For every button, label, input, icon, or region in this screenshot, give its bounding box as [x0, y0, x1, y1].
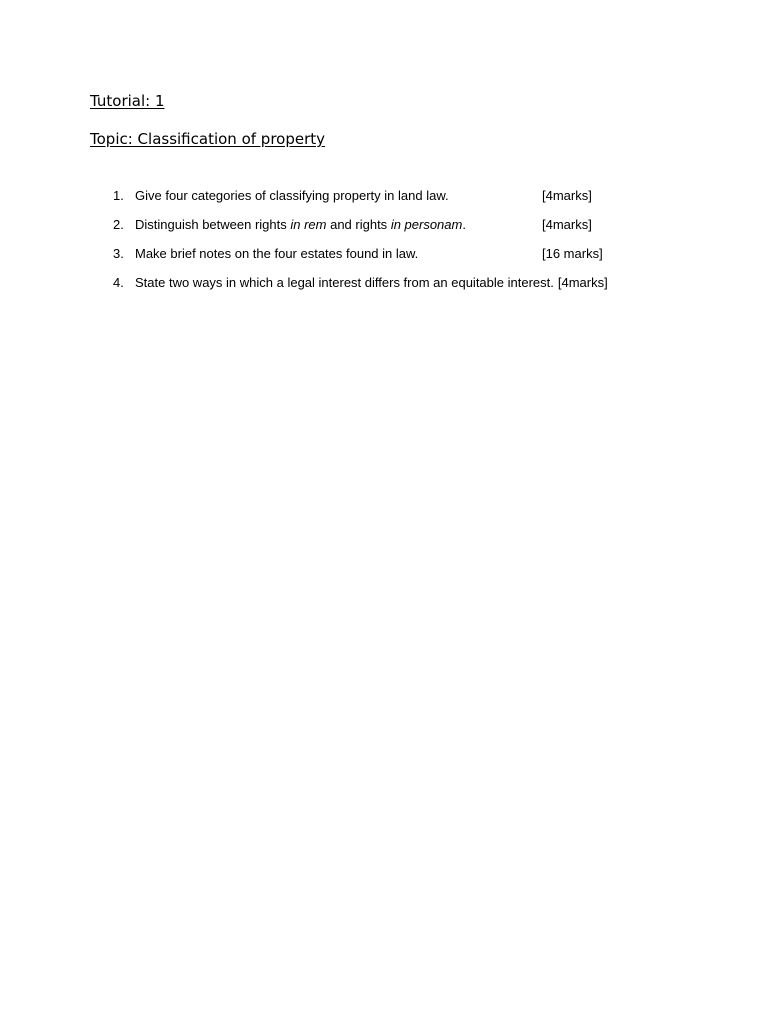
- question-text: Give four categories of classifying property in land law.: [135, 188, 449, 203]
- question-marks: [16 marks]: [542, 246, 603, 261]
- italic-term-in-rem: in rem: [290, 217, 327, 232]
- question-text-part: Distinguish between rights: [135, 217, 291, 232]
- question-text-with-marks: [135, 275, 608, 290]
- question-number: 3.: [113, 246, 124, 261]
- topic-heading: Topic: Classification of property: [90, 130, 326, 148]
- question-text: Make brief notes on the four estates found in law.: [135, 246, 419, 261]
- question-marks: [4marks]: [542, 188, 592, 203]
- question-text: State two ways in which a legal interest differs from an equitable interest.: [135, 275, 554, 290]
- question-text-part: .: [462, 217, 466, 232]
- question-number: 1.: [113, 188, 124, 203]
- question-item-4: [0, 275, 768, 295]
- question-marks: [4marks]: [542, 217, 592, 232]
- question-text-part: and rights: [326, 217, 391, 232]
- question-item-1: [0, 188, 768, 208]
- question-item-2: [0, 217, 768, 237]
- question-number: 2.: [113, 217, 124, 232]
- question-item-3: [0, 246, 768, 266]
- question-marks: [4marks]: [557, 275, 608, 290]
- tutorial-heading: Tutorial: 1: [90, 92, 165, 110]
- question-number: 4.: [113, 275, 124, 290]
- question-text: [135, 217, 466, 232]
- italic-term-in-personam: in personam: [390, 217, 463, 232]
